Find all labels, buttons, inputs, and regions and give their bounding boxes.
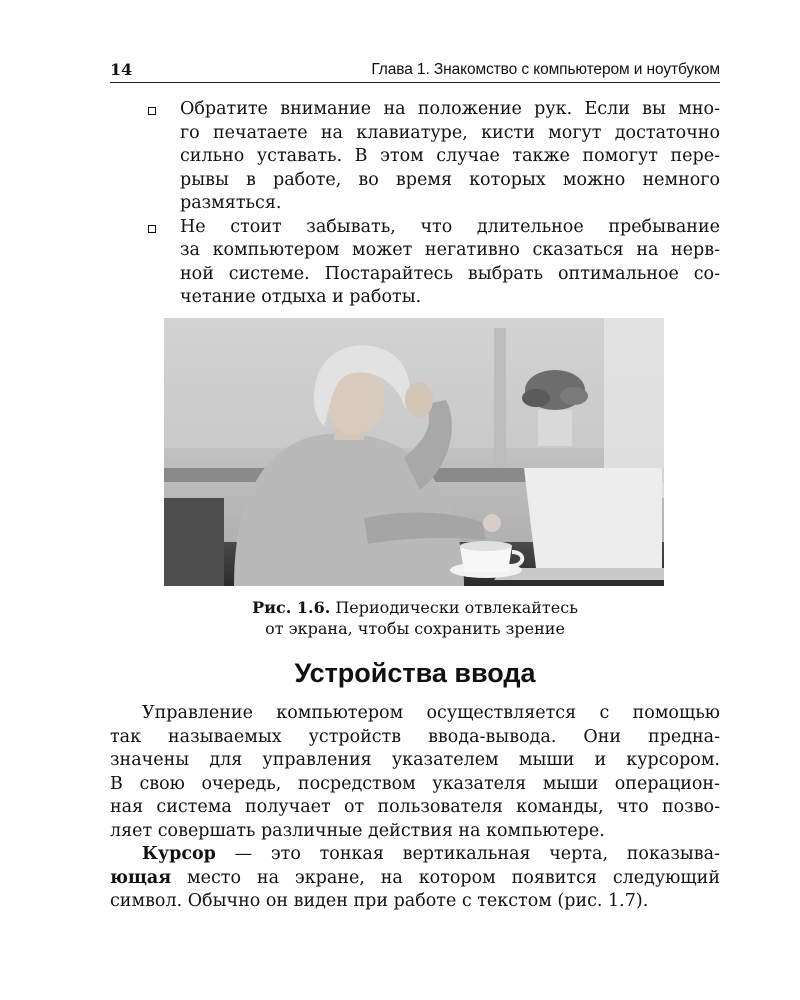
page-number: 14 xyxy=(110,60,133,79)
text-fragment: место на экране, на котором появится следующий xyxy=(171,867,720,888)
figure-photo xyxy=(164,318,664,586)
text-line: В свою очередь, посредством указателя мыши операцион- xyxy=(110,773,720,794)
body-text xyxy=(110,702,720,914)
text-line: ная система получает от пользователя команды, что позво- xyxy=(110,797,720,817)
text-line: рывы в работе, во время которых можно немного xyxy=(180,169,720,190)
chapter-title: Глава 1. Знакомство с компьютером и ноутбуком xyxy=(371,61,720,78)
figure-caption xyxy=(110,597,720,639)
text-line: четание отдыха и работы. xyxy=(180,287,422,307)
text-line: ляет совершать различные действия на компьютере. xyxy=(110,820,605,841)
text-line: за компьютером может негативно сказаться на нерв- xyxy=(180,240,720,260)
bullet-list xyxy=(148,98,720,310)
text-fragment: ющая xyxy=(110,867,172,888)
text-line: так называемых устройств ввода-вывода. Они предна- xyxy=(110,726,720,747)
text-line: Управление компьютером осуществляется с помощью xyxy=(142,703,720,723)
list-item xyxy=(148,98,720,216)
list-item xyxy=(148,216,720,310)
section-heading: Устройства ввода xyxy=(294,658,536,688)
caption-text: от экрана, чтобы сохранить зрение xyxy=(265,619,565,638)
text-line: ной системе. Постарайтесь выбрать оптимальное со- xyxy=(180,263,720,284)
text-line: Не стоит забывать, что длительное пребывание xyxy=(180,216,720,237)
text-line xyxy=(110,867,720,891)
term-cursor: Курсор xyxy=(142,844,216,864)
woman-at-laptop-illustration xyxy=(164,318,664,586)
text-line: Обратите внимание на положение рук. Если вы мно- xyxy=(180,99,720,119)
text-line: символ. Обычно он виден при работе с текстом (рис. 1.7). xyxy=(110,891,649,911)
text-line: размяться. xyxy=(180,193,282,213)
figure-label: Рис. 1.6. xyxy=(252,598,331,617)
text-line: значены для управления указателем мыши и курсором. xyxy=(110,750,720,770)
running-header xyxy=(110,58,720,83)
caption-text: Периодически отвлекайтесь xyxy=(330,598,578,617)
text-line: го печатаете на клавиатуре, кисти могут достаточно xyxy=(180,122,720,143)
text-line: сильно уставать. В этом случае также помогут пере- xyxy=(180,146,720,166)
checkbox-bullet-icon xyxy=(148,107,156,115)
text-fragment: — это тонкая вертикальная черта, показыва- xyxy=(215,844,720,864)
text-line xyxy=(110,843,720,867)
checkbox-bullet-icon xyxy=(148,225,156,233)
